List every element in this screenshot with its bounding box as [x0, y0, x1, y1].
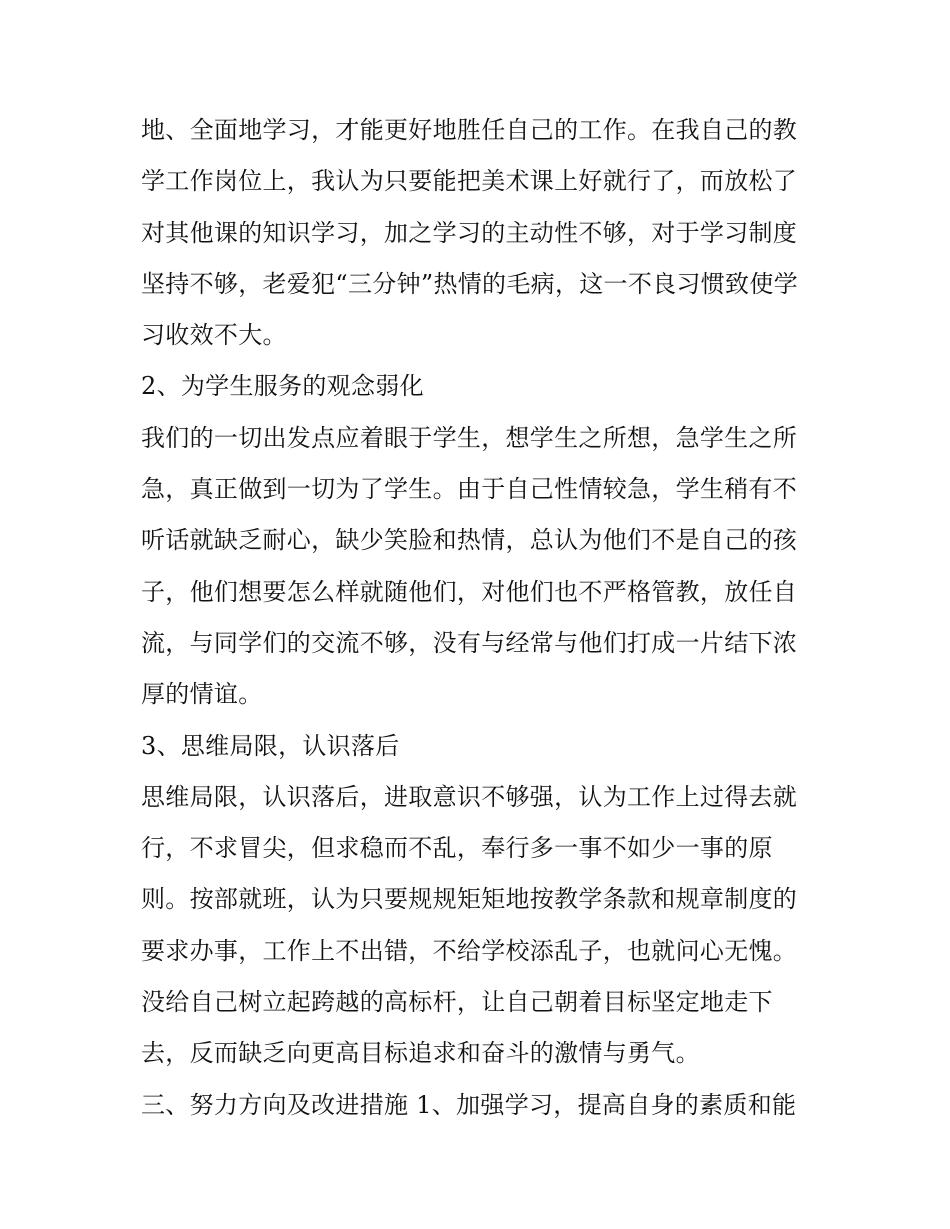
text-line: 地、全面地学习，才能更好地胜任自己的工作。在我自己的教: [141, 116, 798, 144]
text-line: 流，与同学们的交流不够，没有与经常与他们打成一片结下浓: [141, 628, 798, 657]
section-heading: 三、努力方向及改进措施 1、加强学习，提高自身的素质和能: [141, 1090, 797, 1119]
text-line: 坚持不够，老爱犯“三分钟”热情的毛病，这一不良习惯致使学: [141, 269, 798, 298]
text-line: 听话就缺乏耐心，缺少笑脸和热情，总认为他们不是自己的孩: [141, 526, 798, 555]
document-body: [141, 105, 821, 1131]
text-line: 行，不求冒尖，但求稳而不乱，奉行多一事不如少一事的原: [141, 834, 773, 863]
text-line: 去，反而缺乏向更高目标追求和奋斗的激情与勇气。: [141, 1039, 700, 1068]
text-line: 没给自己树立起跨越的高标杆，让自己朝着目标坚定地走下: [141, 988, 773, 1017]
section-heading: 2、为学生服务的观念弱化: [141, 372, 424, 401]
text-line: 我们的一切出发点应着眼于学生，想学生之所想，急学生之所: [141, 423, 798, 452]
text-line: 要求办事，工作上不出错，不给学校添乱子，也就问心无愧。: [141, 936, 798, 965]
text-line: 学工作岗位上，我认为只要能把美术课上好就行了，而放松了: [141, 167, 798, 196]
text-line: 子，他们想要怎么样就随他们，对他们也不严格管教，放任自: [141, 577, 798, 606]
text-line: 厚的情谊。: [141, 680, 263, 709]
section-heading: 3、思维局限，认识落后: [141, 731, 400, 760]
text-line: 急，真正做到一切为了学生。由于自己性情较急，学生稍有不: [141, 475, 798, 504]
text-line: 对其他课的知识学习，加之学习的主动性不够，对于学习制度: [141, 218, 798, 247]
text-line: 思维局限，认识落后，进取意识不够强，认为工作上过得去就: [141, 782, 798, 811]
text-line: 则。按部就班，认为只要规规矩矩地按教学条款和规章制度的: [141, 885, 798, 914]
text-line: 习收效不大。: [141, 321, 287, 350]
